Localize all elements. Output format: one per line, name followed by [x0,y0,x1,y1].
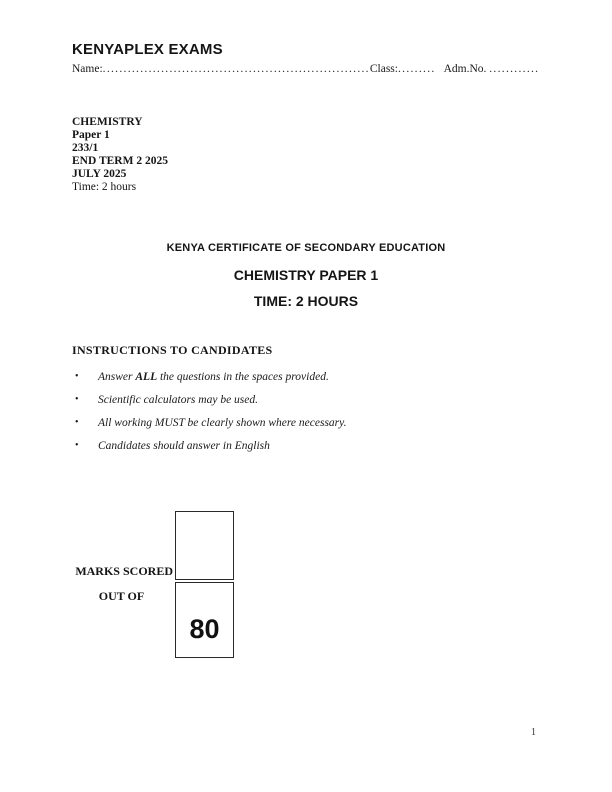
adm-no-label: Adm.No. [443,63,487,75]
marks-scored-box [175,511,234,580]
instruction-text [98,371,512,383]
school-title: KENYAPLEX EXAMS [72,41,223,58]
candidate-details-line [72,63,542,75]
paper-title: CHEMISTRY PAPER 1 [233,267,379,283]
exam-date: JULY 2025 [72,168,127,180]
name-label: Name: [72,63,103,75]
class-fill-line: ......... [397,63,436,75]
out-of-label: OUT OF [98,589,145,603]
instructions-heading: INSTRUCTIONS TO CANDIDATES [72,343,273,357]
time-allowed: Time: 2 hours [72,181,137,193]
class-label: Class: [369,63,398,75]
paper-code: 233/1 [72,142,99,154]
marks-scored-label: MARKS SCORED [75,564,173,578]
paper-number: Paper 1 [72,129,110,141]
instruction-text: Scientific calculators may be used. [98,394,259,406]
adm-no-fill-line: ............ [489,63,540,75]
bullet-icon: • [75,394,79,405]
marks-total-value: 80 [189,614,220,644]
instruction-text-post: the questions in the spaces provided. [157,371,329,383]
marks-total-box [175,582,234,658]
bullet-icon: • [75,440,79,451]
list-item [72,394,512,406]
term-label: END TERM 2 2025 [72,155,168,167]
name-fill-line: ................................................................ [102,63,370,75]
page-number: 1 [531,727,536,738]
bullet-icon: • [75,417,79,428]
instruction-text-pre: Answer [98,371,136,383]
instruction-text: All working MUST be clearly shown where necessary. [98,417,347,429]
instruction-text: Candidates should answer in English [98,440,270,452]
list-item [72,371,512,383]
exam-meta-block [72,116,168,194]
bullet-icon: • [75,371,79,382]
duration-title: TIME: 2 HOURS [253,293,359,309]
list-item [72,440,512,452]
exam-body-title: KENYA CERTIFICATE OF SECONDARY EDUCATION [166,242,446,254]
instruction-text-emphasis: ALL [135,371,158,383]
list-item [72,417,512,429]
subject-name: CHEMISTRY [72,116,143,128]
instructions-list [72,371,512,463]
